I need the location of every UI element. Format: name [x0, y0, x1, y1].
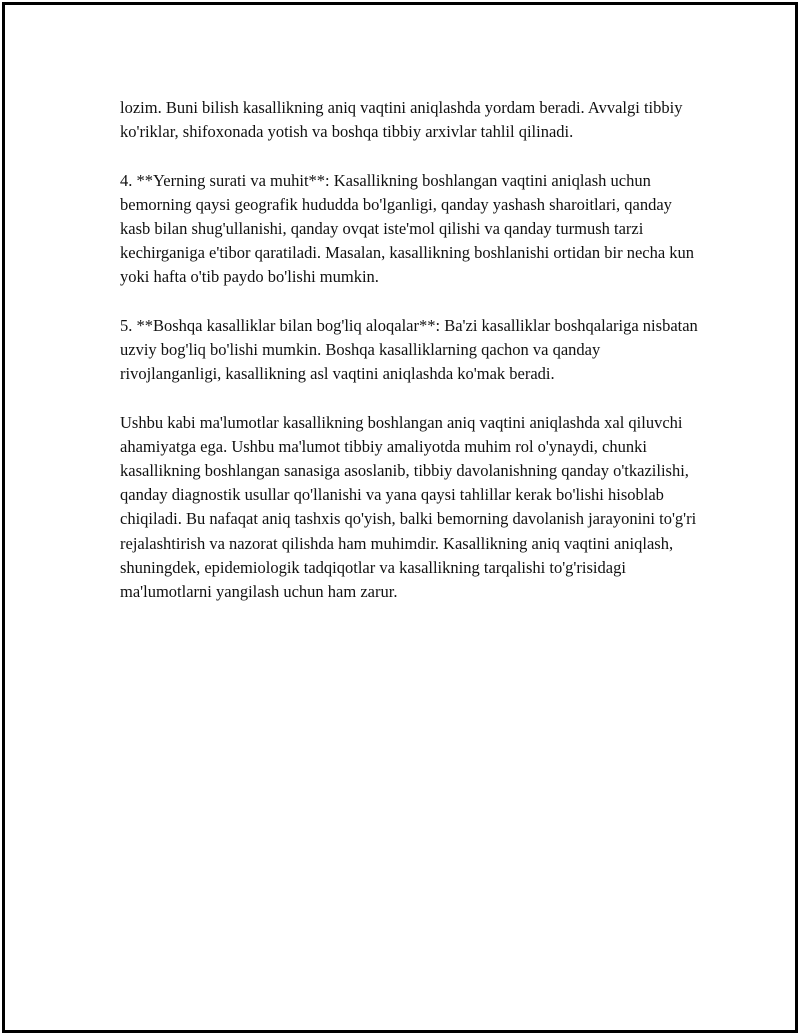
- document-body: [120, 96, 700, 628]
- paragraph-item-5: 5. **Boshqa kasalliklar bilan bog'liq aloqalar**: Ba'zi kasalliklar boshqalariga nisbatan uzviy bog'liq bo'lishi mumkin. Boshqa kasalliklarning qachon va qanday rivojlanganligi, kasallikning asl vaqtini aniqlashda ko'mak beradi.: [120, 315, 698, 384]
- document-page: [2, 2, 798, 1033]
- paragraph-conclusion: Ushbu kabi ma'lumotlar kasallikning boshlangan aniq vaqtini aniqlashda xal qiluvchi ahamiyatga ega. Ushbu ma'lumot tibbiy amaliyotda muhim rol o'ynaydi, chunki kasallikning boshlangan sanasiga asoslanib, tibbiy davolanishning qanday o'tkazilishi, qanday diagnostik usullar qo'llanishi va yana qaysi tahlillar kerak bo'lishi hisoblab chiqiladi. Bu nafaqat aniq tashxis qo'yish, balki bemorning davolanish jarayonini to'g'ri rejalashtirish va nazorat qilishda ham muhimdir. Kasallikning aniq vaqtini aniqlash, shuningdek, epidemiologik tadqiqotlar va kasallikning tarqalishi to'g'risidagi ma'lumotlarni yangilash uchun ham zarur.: [120, 412, 697, 602]
- paragraph-continuation: lozim. Buni bilish kasallikning aniq vaqtini aniqlashda yordam beradi. Avvalgi tibbiy ko'riklar, shifoxonada yotish va boshqa tibbiy arxivlar tahlil qilinadi.: [120, 98, 683, 142]
- paragraph-item-4: 4. **Yerning surati va muhit**: Kasallikning boshlangan vaqtini aniqlash uchun bemorning qaysi geografik hududda bo'lganligi, qanday yashash sharoitlari, qanday kasb bilan shug'ullanishi, qanday ovqat iste'mol qilishi va qanday turmush tarzi kechirganiga e'tibor qaratiladi. Masalan, kasallikning boshlanishi ortidan bir necha kun yoki hafta o'tib paydo bo'lishi mumkin.: [120, 170, 695, 287]
